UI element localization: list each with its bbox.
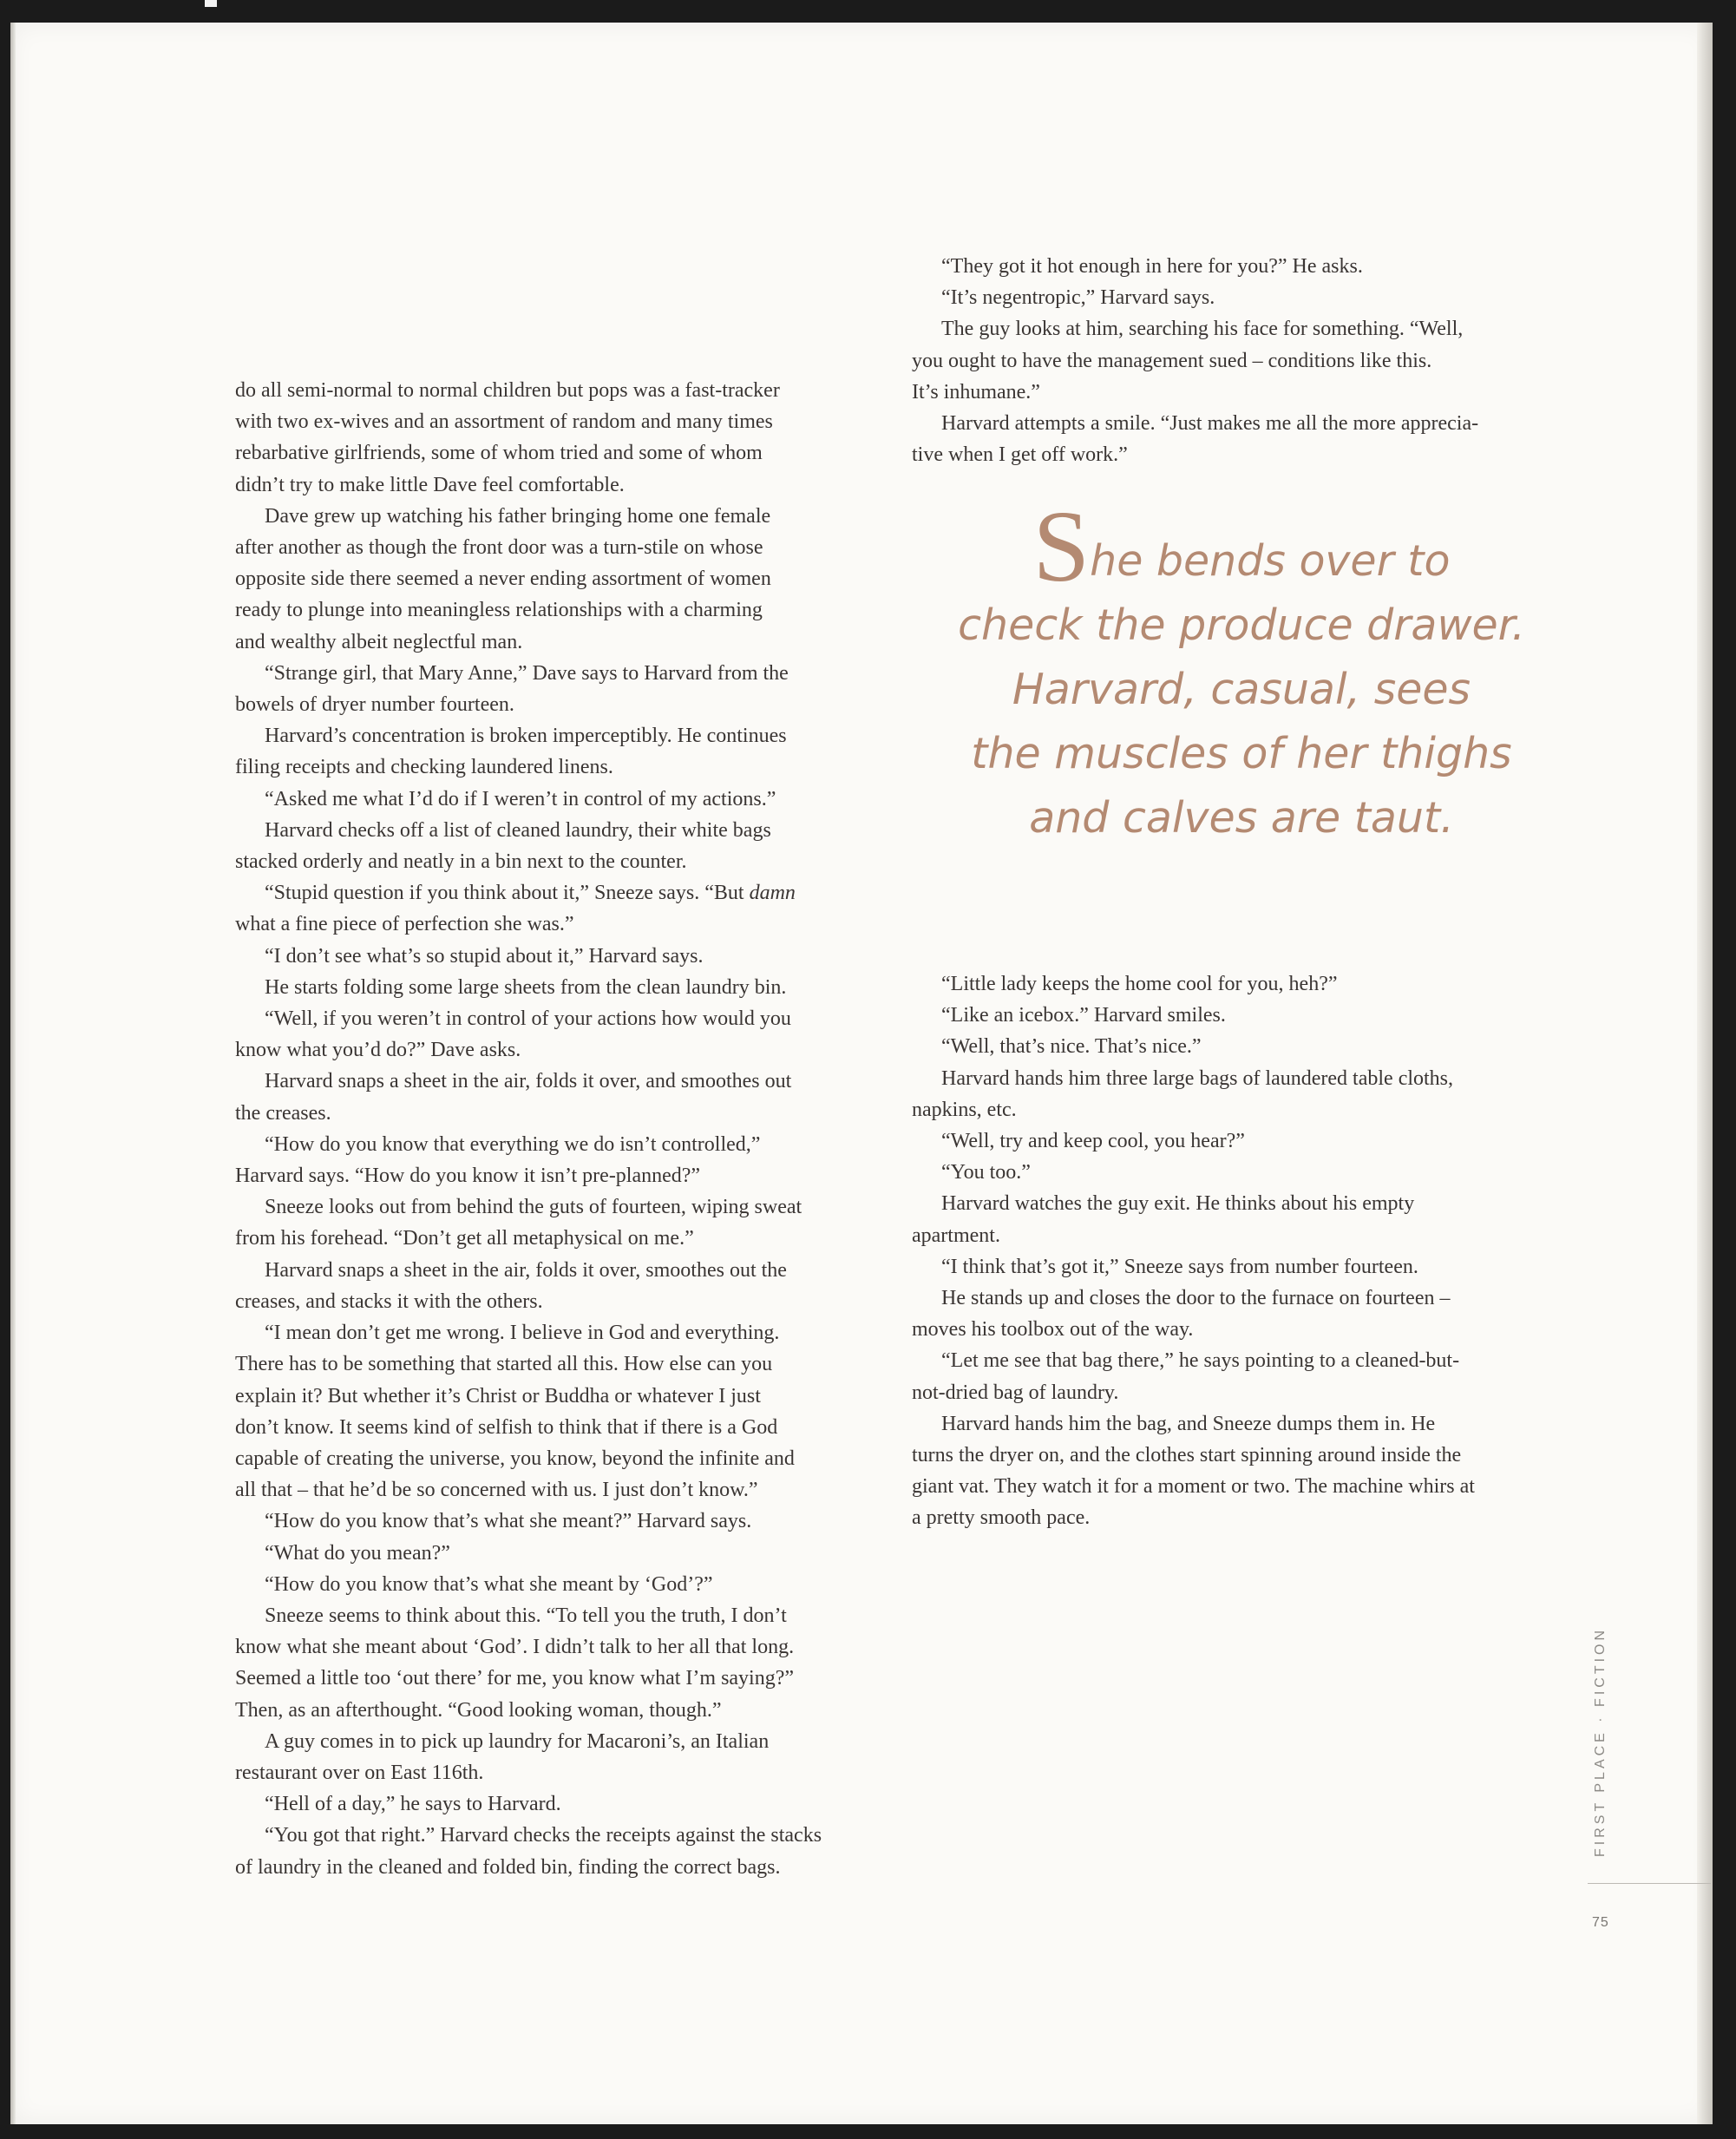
text-line: The guy looks at him, searching his face for something. “Well, <box>941 318 1464 341</box>
pull-quote-line: check the produce drawer. <box>958 600 1525 650</box>
text-line: “They got it hot enough in here for you?” He asks. <box>941 255 1363 278</box>
text-line: restaurant over on East 116th. <box>235 1761 484 1784</box>
text-line: Dave grew up watching his father bringing home one female <box>265 504 771 528</box>
text-line: “How do you know that’s what she meant?” Harvard says. <box>265 1510 752 1533</box>
pull-quote-line: and calves are taut. <box>1029 793 1454 843</box>
text-line: Harvard snaps a sheet in the air, folds it over, smoothes out the <box>265 1258 787 1282</box>
text-line: “How do you know that everything we do isn’t controlled,” <box>265 1132 761 1156</box>
text-line: “Let me see that bag there,” he says pointing to a cleaned-but- <box>941 1349 1460 1373</box>
text-line: Harvard watches the guy exit. He thinks about his empty <box>941 1192 1415 1216</box>
text-line: Then, as an afterthought. “Good looking woman, though.” <box>235 1698 722 1722</box>
text-line: “Strange girl, that Mary Anne,” Dave says to Harvard from the <box>265 661 789 685</box>
text-line: don’t know. It seems kind of selfish to think that if there is a God <box>235 1415 778 1439</box>
pull-quote-line: the muscles of her thighs <box>971 729 1512 778</box>
folio-rule <box>1588 1883 1711 1884</box>
text-line: you ought to have the management sued – conditions like this. <box>912 349 1432 372</box>
text-line: filing receipts and checking laundered linens. <box>235 756 613 779</box>
text-line: moves his toolbox out of the way. <box>912 1318 1194 1342</box>
text-line: “I mean don’t get me wrong. I believe in God and everything. <box>265 1322 780 1345</box>
text-line: opposite side there seemed a never ending assortment of women <box>235 568 771 591</box>
text-line: a pretty smooth pace. <box>912 1506 1091 1530</box>
text-line: Harvard snaps a sheet in the air, folds it over, and smoothes out <box>265 1070 792 1093</box>
page-gutter-edge <box>10 23 16 2124</box>
pull-quote-line: Harvard, casual, sees <box>1012 665 1471 714</box>
text-line: tive when I get off work.” <box>912 443 1128 467</box>
text-line: “Stupid question if you think about it,” Sneeze says. “But damn <box>265 882 796 905</box>
text-line: didn’t try to make little Dave feel comfortable. <box>235 473 625 496</box>
text-line: It’s inhumane.” <box>912 380 1040 404</box>
left-text-column <box>235 375 894 1883</box>
text-line: know what you’d do?” Dave asks. <box>235 1039 521 1062</box>
text-line: apartment. <box>912 1224 1000 1247</box>
pull-quote <box>912 489 1571 850</box>
text-line: There has to be something that started all this. How else can you <box>235 1353 773 1376</box>
text-line: “You too.” <box>941 1161 1031 1184</box>
text-line: “Little lady keeps the home cool for you, heh?” <box>941 973 1338 995</box>
page-fore-edge <box>1697 23 1713 2124</box>
text-line: “You got that right.” Harvard checks the receipts against the stacks <box>265 1824 822 1847</box>
text-line: Seemed a little too ‘out there’ for me, you know what I’m saying?” <box>235 1667 795 1690</box>
text-line: “Well, try and keep cool, you hear?” <box>941 1130 1245 1153</box>
text-line: Harvard checks off a list of cleaned laundry, their white bags <box>265 818 771 842</box>
text-line: He starts folding some large sheets from the clean laundry bin. <box>265 975 787 999</box>
text-line: rebarbative girlfriends, some of whom tried and some of whom <box>235 442 763 465</box>
section-label: FIRST PLACE · FICTION <box>1593 1626 1608 1857</box>
page-number: 75 <box>1592 1915 1609 1930</box>
pull-quote-dropcap: S <box>1032 489 1091 603</box>
right-text-column-top <box>912 251 1571 470</box>
text-line: not-dried bag of laundry. <box>912 1381 1119 1404</box>
text-line: napkins, etc. <box>912 1098 1017 1121</box>
text-line: all that – that he’d be so concerned with us. I just don’t know.” <box>235 1479 758 1502</box>
text-line: turns the dryer on, and the clothes start spinning around inside the <box>912 1444 1462 1467</box>
text-line: explain it? But whether it’s Christ or Buddha or whatever I just <box>235 1384 761 1407</box>
text-line: do all semi-normal to normal children but pops was a fast-tracker <box>235 379 780 402</box>
text-line: know what she meant about ‘God’. I didn’t talk to her all that long. <box>235 1636 795 1659</box>
text-line: “Well, if you weren’t in control of your actions how would you <box>265 1007 791 1031</box>
text-line: Harvard hands him three large bags of laundered table cloths, <box>941 1066 1454 1090</box>
text-line: and wealthy albeit neglectful man. <box>235 630 523 653</box>
text-line: “It’s negentropic,” Harvard says. <box>941 286 1215 310</box>
text-line: A guy comes in to pick up laundry for Macaroni’s, an Italian <box>265 1729 770 1753</box>
pull-quote-line: She bends over to <box>1032 489 1451 603</box>
text-line: “How do you know that’s what she meant by ‘God’?” <box>265 1572 713 1596</box>
scan-mark <box>205 0 217 7</box>
right-text-column-bottom <box>912 968 1571 1534</box>
text-line: from his forehead. “Don’t get all metaphysical on me.” <box>235 1227 694 1250</box>
text-line: “I don’t see what’s so stupid about it,” Harvard says. <box>265 944 704 968</box>
text-line: stacked orderly and neatly in a bin next to the counter. <box>235 850 687 874</box>
text-line: He stands up and closes the door to the furnace on fourteen – <box>941 1287 1451 1310</box>
text-line: after another as though the front door was a turn-stile on whose <box>235 536 763 560</box>
text-line: “What do you mean?” <box>265 1541 450 1565</box>
text-line: giant vat. They watch it for a moment or two. The machine whirs at <box>912 1475 1475 1499</box>
text-line: creases, and stacks it with the others. <box>235 1289 543 1313</box>
text-line: what a fine piece of perfection she was.” <box>235 913 574 936</box>
text-line: capable of creating the universe, you know, beyond the infinite and <box>235 1447 795 1470</box>
text-line: of laundry in the cleaned and folded bin, finding the correct bags. <box>235 1855 781 1879</box>
text-line: “Hell of a day,” he says to Harvard. <box>265 1793 561 1816</box>
text-line: “Asked me what I’d do if I weren’t in control of my actions.” <box>265 787 776 810</box>
text-line: with two ex-wives and an assortment of random and many times <box>235 410 773 434</box>
text-line: the creases. <box>235 1101 331 1125</box>
text-line: Harvard’s concentration is broken imperceptibly. He continues <box>265 725 787 748</box>
text-line: Sneeze seems to think about this. “To tell you the truth, I don’t <box>265 1604 787 1627</box>
text-line: Sneeze looks out from behind the guts of fourteen, wiping sweat <box>265 1196 802 1219</box>
text-line: Harvard hands him the bag, and Sneeze dumps them in. He <box>941 1412 1436 1435</box>
text-line: “Like an icebox.” Harvard smiles. <box>941 1004 1226 1027</box>
text-line: bowels of dryer number fourteen. <box>235 693 514 717</box>
text-line: ready to plunge into meaningless relationships with a charming <box>235 599 763 622</box>
text-line: “I think that’s got it,” Sneeze says from number fourteen. <box>941 1255 1418 1278</box>
text-line: “Well, that’s nice. That’s nice.” <box>941 1035 1202 1059</box>
text-line: Harvard says. “How do you know it isn’t pre-planned?” <box>235 1165 701 1188</box>
text-line: Harvard attempts a smile. “Just makes me all the more apprecia- <box>941 412 1479 436</box>
